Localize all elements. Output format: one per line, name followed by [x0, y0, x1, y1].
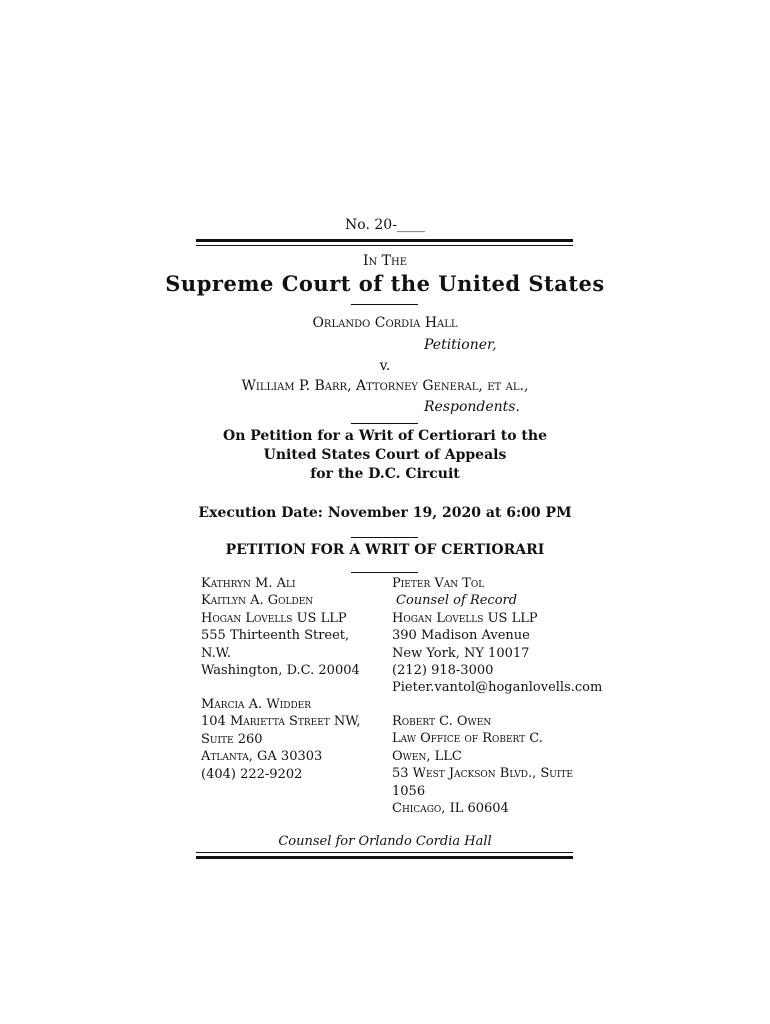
- address-line: 53 West Jackson Blvd., Suite: [392, 766, 573, 782]
- counsel-name: Marcia A. Widder: [201, 697, 312, 712]
- divider-3: [351, 537, 418, 538]
- counsel-name: Kaitlyn A. Golden: [201, 593, 314, 609]
- firm-name: Owen, LLC: [392, 748, 462, 764]
- docket-number: No. 20-____: [345, 217, 425, 233]
- address-line: Chicago, IL 60604: [392, 800, 509, 816]
- petition-on-line-2: United States Court of Appeals: [263, 447, 507, 463]
- divider-1: [351, 304, 418, 305]
- address-line: N.W.: [201, 645, 231, 661]
- firm-name: Hogan Lovells US LLP: [392, 610, 538, 626]
- right-counsel-block-2: [392, 713, 573, 817]
- left-counsel-block-1: [201, 575, 360, 679]
- petition-on-line-3: for the D.C. Circuit: [310, 466, 460, 482]
- versus: v.: [379, 358, 391, 374]
- bottom-rule-thin: [196, 852, 573, 853]
- address-line: Suite 260: [201, 731, 263, 747]
- counsel-name: Robert C. Owen: [392, 714, 492, 729]
- phone-number: (404) 222-9202: [201, 766, 303, 782]
- counsel-for: Counsel for Orlando Cordia Hall: [278, 834, 492, 849]
- divider-2: [351, 423, 418, 424]
- address-line: 104 Marietta Street NW,: [201, 714, 361, 730]
- petition-on-line-1: On Petition for a Writ of Certiorari to the: [223, 428, 547, 444]
- respondent-name: William P. Barr, Attorney General, et al.,: [241, 378, 529, 394]
- petitioner-role: Petitioner,: [424, 337, 497, 353]
- top-rule-thin: [196, 245, 573, 246]
- court-name: Supreme Court of the United States: [165, 271, 605, 296]
- address-line: 555 Thirteenth Street,: [201, 628, 350, 644]
- execution-date: Execution Date: November 19, 2020 at 6:00 PM: [198, 505, 572, 521]
- address-line: 1056: [392, 783, 426, 799]
- top-rule-thick: [196, 239, 573, 242]
- email-address: Pieter.vantol@hoganlovells.com: [392, 680, 603, 696]
- divider-4: [351, 572, 418, 573]
- address-line: New York, NY 10017: [392, 645, 530, 661]
- address-line: 390 Madison Avenue: [392, 628, 530, 644]
- in-the-label: In The: [362, 253, 408, 269]
- left-counsel-block-2: [201, 696, 361, 783]
- counsel-name: Kathryn M. Ali: [201, 576, 296, 591]
- firm-name: Hogan Lovells US LLP: [201, 610, 347, 626]
- right-counsel-block-1: [392, 575, 602, 697]
- petitioner-name: Orlando Cordia Hall: [312, 315, 458, 331]
- address-line: Atlanta, GA 30303: [201, 749, 323, 765]
- counsel-name: Pieter Van Tol: [392, 576, 485, 591]
- counsel-of-record: Counsel of Record: [396, 593, 518, 609]
- document-title: PETITION FOR A WRIT OF CERTIORARI: [225, 542, 545, 558]
- respondent-role: Respondents.: [424, 399, 520, 415]
- phone-number: (212) 918-3000: [392, 662, 494, 678]
- bottom-rule-thick: [196, 856, 573, 859]
- firm-name: Law Office of Robert C.: [392, 731, 543, 747]
- address-line: Washington, D.C. 20004: [201, 662, 360, 678]
